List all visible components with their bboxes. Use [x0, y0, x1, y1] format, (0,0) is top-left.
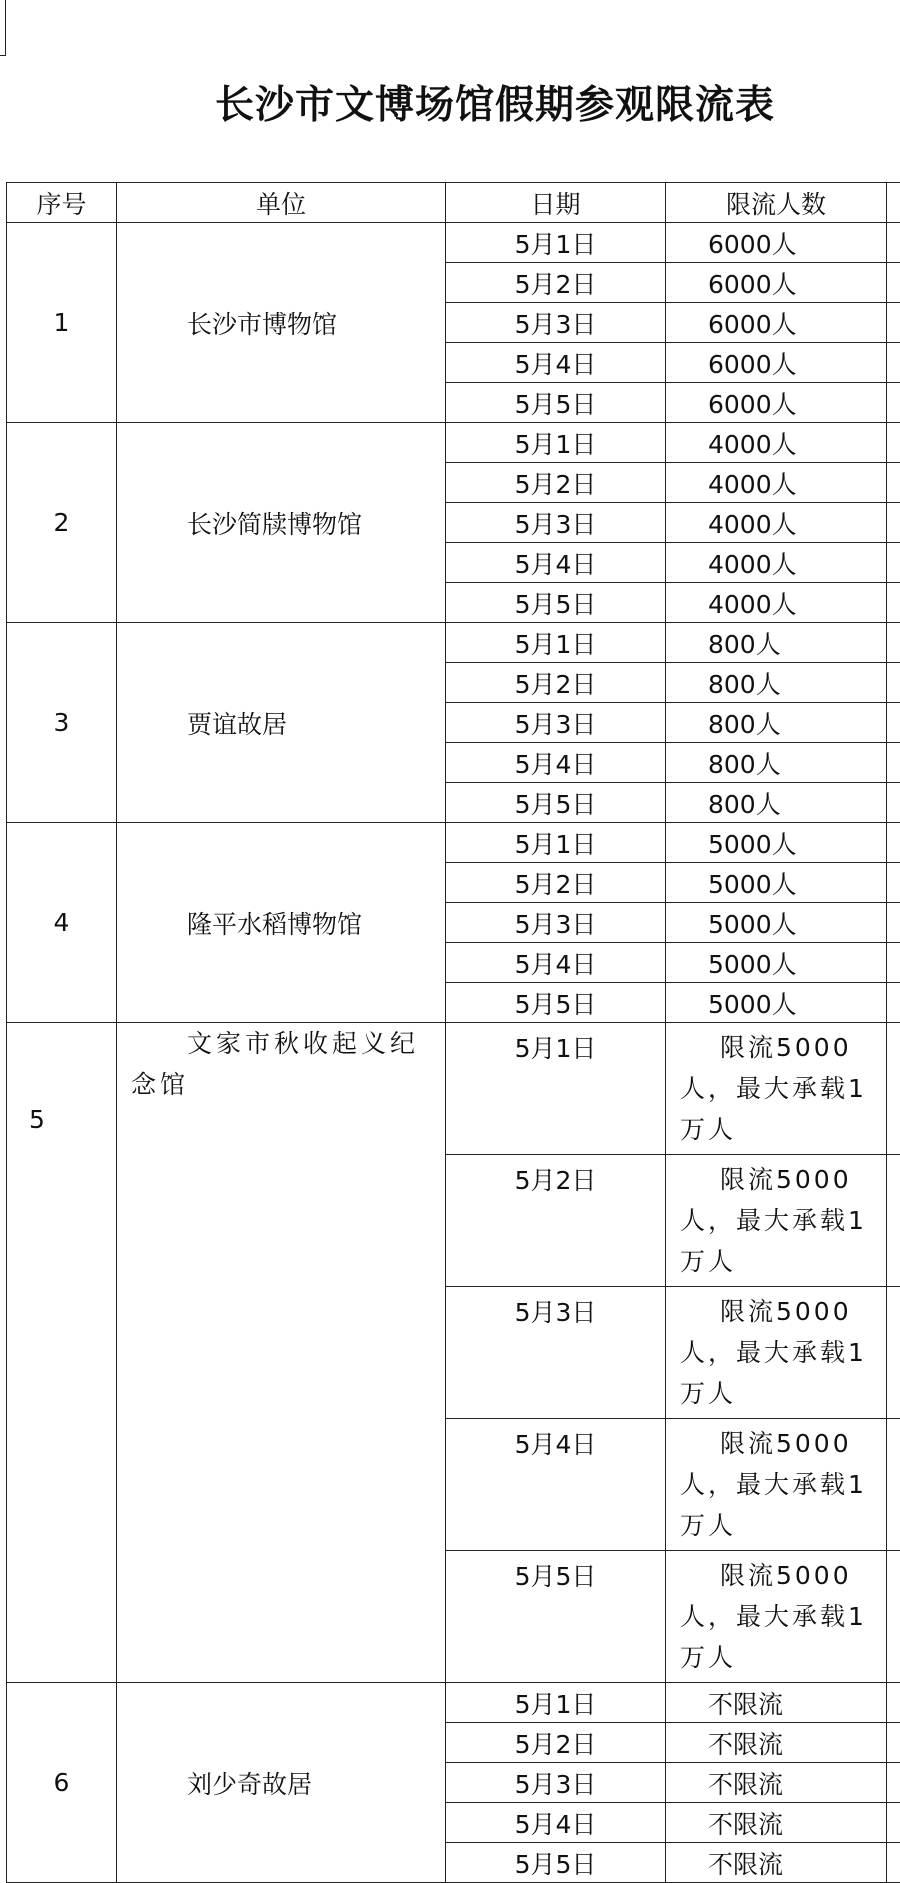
limit-cell: 6000人 — [666, 343, 887, 383]
date-cell: 5月2日 — [446, 1155, 666, 1287]
extra-cell — [887, 983, 900, 1023]
page-corner-mark — [0, 0, 6, 56]
extra-cell — [887, 583, 900, 623]
header-extra — [887, 183, 900, 223]
extra-cell — [887, 623, 900, 663]
date-cell: 5月1日 — [446, 623, 666, 663]
limit-cell: 4000人 — [666, 543, 887, 583]
date-cell: 5月4日 — [446, 1419, 666, 1551]
date-cell: 5月5日 — [446, 383, 666, 423]
date-cell: 5月3日 — [446, 1763, 666, 1803]
limit-cell: 4000人 — [666, 583, 887, 623]
date-cell: 5月5日 — [446, 783, 666, 823]
extra-cell — [887, 703, 900, 743]
venue-index: 4 — [7, 823, 117, 1023]
limit-cell: 限流5000人，最大承载1万人 — [666, 1419, 887, 1551]
table-row — [7, 823, 900, 863]
date-cell: 5月3日 — [446, 1287, 666, 1419]
header-limit: 限流人数 — [666, 183, 887, 223]
header-index: 序号 — [7, 183, 117, 223]
table-row — [7, 623, 900, 663]
date-cell: 5月1日 — [446, 823, 666, 863]
limit-cell: 800人 — [666, 703, 887, 743]
extra-cell — [887, 1723, 900, 1763]
date-cell: 5月3日 — [446, 303, 666, 343]
extra-cell — [887, 823, 900, 863]
extra-cell — [887, 223, 900, 263]
date-cell: 5月4日 — [446, 1803, 666, 1843]
date-cell: 5月1日 — [446, 1683, 666, 1723]
table-row — [7, 423, 900, 463]
venue-name: 刘少奇故居 — [117, 1683, 446, 1883]
table-body — [7, 223, 900, 1883]
extra-cell — [887, 663, 900, 703]
extra-cell — [887, 383, 900, 423]
date-cell: 5月4日 — [446, 943, 666, 983]
extra-cell — [887, 943, 900, 983]
limit-cell: 5000人 — [666, 903, 887, 943]
limit-cell: 4000人 — [666, 463, 887, 503]
venue-name: 文家市秋收起义纪念馆 — [117, 1023, 446, 1683]
limit-cell: 5000人 — [666, 823, 887, 863]
venue-name: 长沙市博物馆 — [117, 223, 446, 423]
venue-index: 6 — [7, 1683, 117, 1883]
venue-name: 隆平水稻博物馆 — [117, 823, 446, 1023]
extra-cell — [887, 343, 900, 383]
extra-cell — [887, 1419, 900, 1551]
limit-cell: 限流5000人，最大承载1万人 — [666, 1287, 887, 1419]
venue-name: 长沙简牍博物馆 — [117, 423, 446, 623]
extra-cell — [887, 1155, 900, 1287]
date-cell: 5月2日 — [446, 863, 666, 903]
extra-cell — [887, 1843, 900, 1883]
extra-cell — [887, 503, 900, 543]
limit-cell: 限流5000人，最大承载1万人 — [666, 1155, 887, 1287]
date-cell: 5月2日 — [446, 463, 666, 503]
extra-cell — [887, 1683, 900, 1723]
limit-cell: 限流5000人，最大承载1万人 — [666, 1551, 887, 1683]
date-cell: 5月4日 — [446, 343, 666, 383]
extra-cell — [887, 423, 900, 463]
venue-index: 1 — [7, 223, 117, 423]
header-date: 日期 — [446, 183, 666, 223]
table-header-row — [7, 183, 900, 223]
extra-cell — [887, 903, 900, 943]
limit-cell: 5000人 — [666, 943, 887, 983]
table-row — [7, 1683, 900, 1723]
extra-cell — [887, 1551, 900, 1683]
visitor-limit-table — [6, 182, 900, 1883]
extra-cell — [887, 303, 900, 343]
limit-cell: 不限流 — [666, 1723, 887, 1763]
limit-cell: 不限流 — [666, 1843, 887, 1883]
date-cell: 5月5日 — [446, 1843, 666, 1883]
extra-cell — [887, 1023, 900, 1155]
extra-cell — [887, 743, 900, 783]
date-cell: 5月3日 — [446, 503, 666, 543]
date-cell: 5月5日 — [446, 1551, 666, 1683]
date-cell: 5月2日 — [446, 1723, 666, 1763]
date-cell: 5月1日 — [446, 223, 666, 263]
limit-cell: 5000人 — [666, 983, 887, 1023]
table-row — [7, 1023, 900, 1155]
extra-cell — [887, 863, 900, 903]
venue-index: 5 — [7, 1023, 117, 1683]
date-cell: 5月2日 — [446, 263, 666, 303]
extra-cell — [887, 263, 900, 303]
date-cell: 5月2日 — [446, 663, 666, 703]
venue-index: 3 — [7, 623, 117, 823]
limit-cell: 6000人 — [666, 383, 887, 423]
limit-cell: 6000人 — [666, 223, 887, 263]
limit-cell: 6000人 — [666, 263, 887, 303]
document-title: 长沙市文博场馆假期参观限流表 — [0, 74, 900, 130]
venue-index: 2 — [7, 423, 117, 623]
extra-cell — [887, 463, 900, 503]
date-cell: 5月5日 — [446, 983, 666, 1023]
limit-cell: 不限流 — [666, 1763, 887, 1803]
limit-cell: 5000人 — [666, 863, 887, 903]
limit-cell: 800人 — [666, 783, 887, 823]
extra-cell — [887, 783, 900, 823]
date-cell: 5月3日 — [446, 903, 666, 943]
limit-cell: 不限流 — [666, 1803, 887, 1843]
venue-name: 贾谊故居 — [117, 623, 446, 823]
date-cell: 5月5日 — [446, 583, 666, 623]
limit-cell: 4000人 — [666, 423, 887, 463]
limit-cell: 800人 — [666, 743, 887, 783]
date-cell: 5月1日 — [446, 423, 666, 463]
table-row — [7, 223, 900, 263]
limit-cell: 不限流 — [666, 1683, 887, 1723]
date-cell: 5月3日 — [446, 703, 666, 743]
extra-cell — [887, 543, 900, 583]
extra-cell — [887, 1287, 900, 1419]
limit-cell: 6000人 — [666, 303, 887, 343]
limit-cell: 800人 — [666, 623, 887, 663]
limit-cell: 800人 — [666, 663, 887, 703]
header-unit: 单位 — [117, 183, 446, 223]
limit-cell: 限流5000人，最大承载1万人 — [666, 1023, 887, 1155]
extra-cell — [887, 1763, 900, 1803]
date-cell: 5月1日 — [446, 1023, 666, 1155]
limit-cell: 4000人 — [666, 503, 887, 543]
date-cell: 5月4日 — [446, 543, 666, 583]
extra-cell — [887, 1803, 900, 1843]
date-cell: 5月4日 — [446, 743, 666, 783]
